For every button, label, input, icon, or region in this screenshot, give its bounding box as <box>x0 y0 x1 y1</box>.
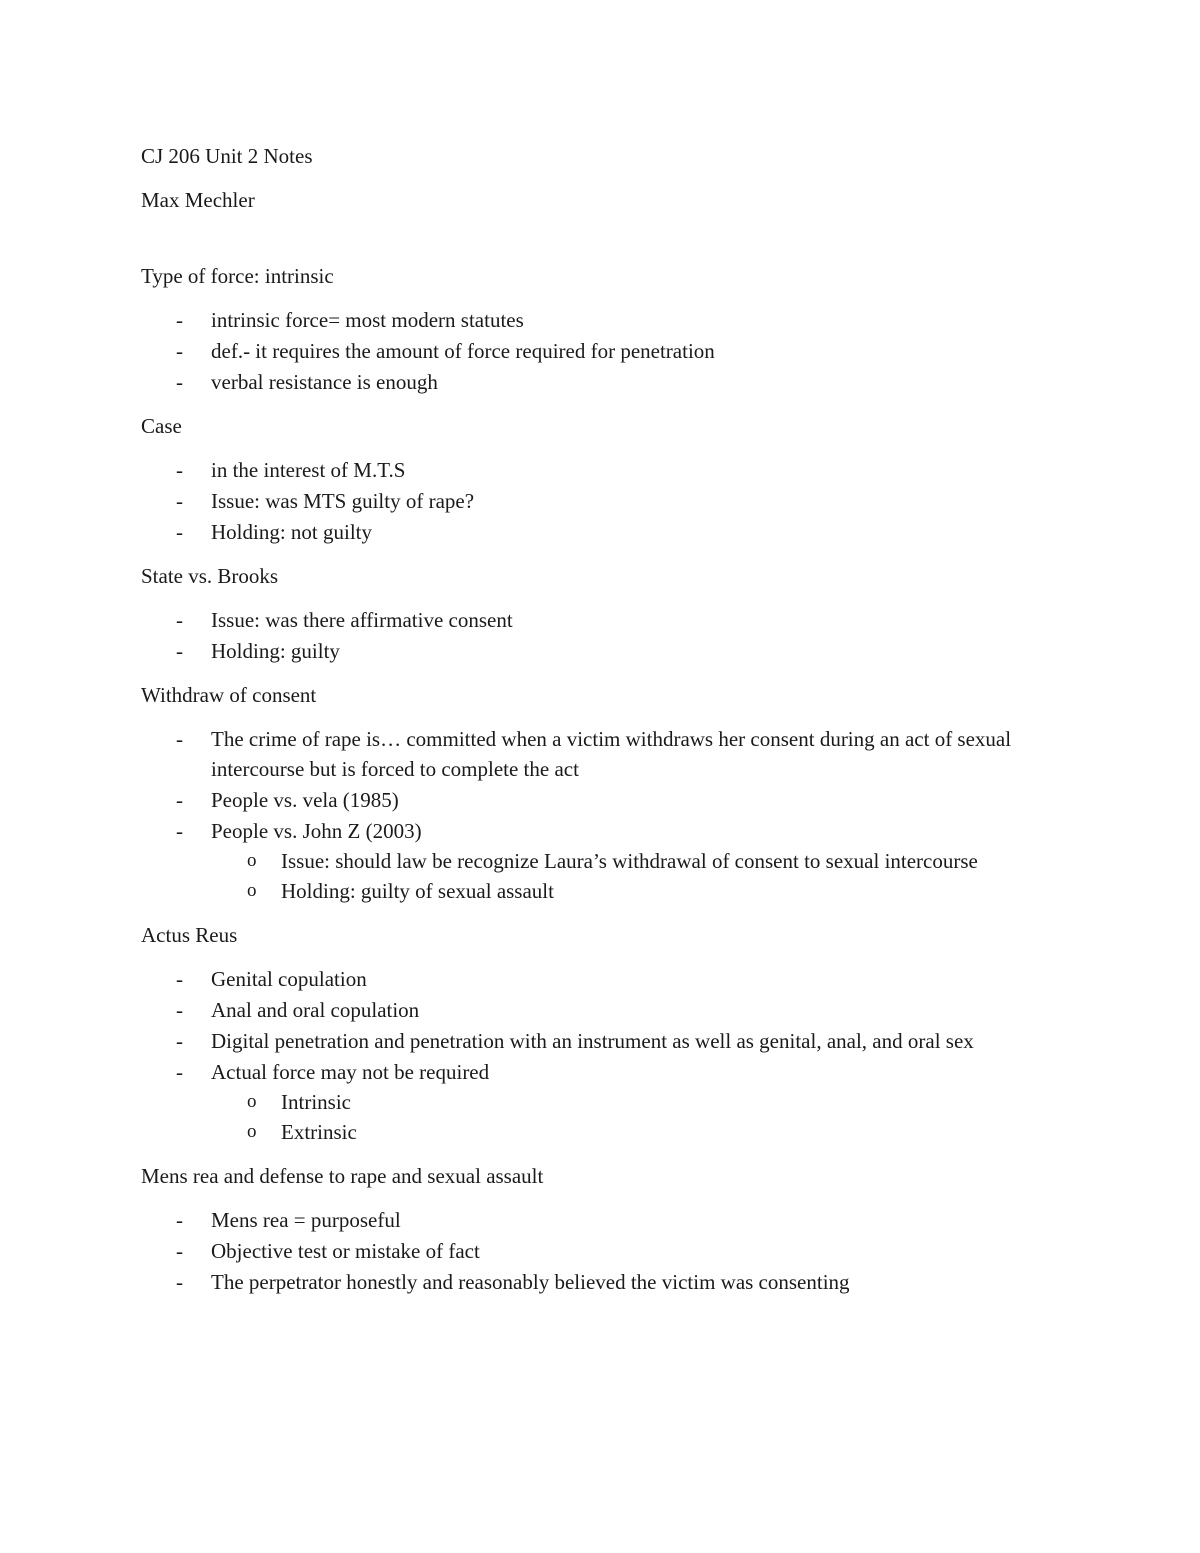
document-page <box>141 141 1061 1311</box>
list-item <box>141 367 1061 397</box>
list-item <box>141 1026 1061 1056</box>
circle-bullet: o <box>247 1121 257 1142</box>
list-item-text: People vs. vela (1985) <box>211 788 399 812</box>
spacer <box>141 215 1061 261</box>
list-item-text: verbal resistance is enough <box>211 370 438 394</box>
list-item <box>141 305 1061 335</box>
list-item <box>141 1267 1061 1297</box>
sub-list-item <box>211 846 1061 876</box>
list-item-text: The crime of rape is… committed when a victim withdraws her consent during an act of sexual intercourse but is forced to complete the act <box>211 727 1012 781</box>
sub-bullet-list <box>211 1087 1061 1147</box>
section-heading: Case <box>141 414 182 438</box>
section-heading: Withdraw of consent <box>141 683 317 707</box>
list-item-text: Actual force may not be required <box>211 1060 490 1084</box>
bullet-list <box>141 964 1061 1147</box>
list-item-text: Anal and oral copulation <box>211 998 420 1022</box>
list-item <box>141 964 1061 994</box>
list-item <box>141 1057 1061 1147</box>
bullet-list <box>141 305 1061 397</box>
list-item <box>141 785 1061 815</box>
list-item <box>141 636 1061 666</box>
bullet-list <box>141 605 1061 666</box>
dash-bullet: - <box>176 1060 183 1084</box>
section-heading: State vs. Brooks <box>141 564 279 588</box>
notes-body <box>141 261 1061 1297</box>
section-heading: Actus Reus <box>141 923 238 947</box>
list-item-text: def.- it requires the amount of force required for penetration <box>211 339 715 363</box>
section-heading: Type of force: intrinsic <box>141 264 334 288</box>
sub-list-item-text: Issue: should law be recognize Laura’s withdrawal of consent to sexual intercourse <box>281 849 978 873</box>
list-item <box>141 336 1061 366</box>
list-item-text: Issue: was MTS guilty of rape? <box>211 489 475 513</box>
circle-bullet: o <box>247 1091 257 1112</box>
sub-list-item-text: Holding: guilty of sexual assault <box>281 879 554 903</box>
dash-bullet: - <box>176 370 183 394</box>
dash-bullet: - <box>176 608 183 632</box>
dash-bullet: - <box>176 520 183 544</box>
dash-bullet: - <box>176 1029 183 1053</box>
bullet-list <box>141 455 1061 547</box>
list-item-text: Holding: guilty <box>211 639 340 663</box>
sub-list-item <box>211 1087 1061 1117</box>
list-item <box>141 605 1061 635</box>
dash-bullet: - <box>176 308 183 332</box>
dash-bullet: - <box>176 489 183 513</box>
dash-bullet: - <box>176 1270 183 1294</box>
list-item-text: People vs. John Z (2003) <box>211 819 422 843</box>
sub-list-item <box>211 1117 1061 1147</box>
circle-bullet: o <box>247 850 257 871</box>
list-item <box>141 724 1061 784</box>
list-item <box>141 1236 1061 1266</box>
dash-bullet: - <box>176 639 183 663</box>
circle-bullet: o <box>247 880 257 901</box>
list-item <box>141 517 1061 547</box>
list-item <box>141 455 1061 485</box>
list-item <box>141 995 1061 1025</box>
sub-list-item-text: Intrinsic <box>281 1090 351 1114</box>
dash-bullet: - <box>176 1208 183 1232</box>
list-item-text: Holding: not guilty <box>211 520 373 544</box>
list-item-text: Digital penetration and penetration with an instrument as well as genital, anal, and oral sex <box>211 1029 974 1053</box>
author-name: Max Mechler <box>141 188 255 212</box>
bullet-list <box>141 724 1061 906</box>
list-item-text: in the interest of M.T.S <box>211 458 406 482</box>
list-item-text: The perpetrator honestly and reasonably believed the victim was consenting <box>211 1270 850 1294</box>
list-item-text: intrinsic force= most modern statutes <box>211 308 524 332</box>
dash-bullet: - <box>176 727 183 751</box>
list-item <box>141 1205 1061 1235</box>
dash-bullet: - <box>176 788 183 812</box>
section-heading: Mens rea and defense to rape and sexual assault <box>141 1164 544 1188</box>
document-title: CJ 206 Unit 2 Notes <box>141 144 313 168</box>
list-item-text: Mens rea = purposeful <box>211 1208 401 1232</box>
dash-bullet: - <box>176 967 183 991</box>
list-item-text: Issue: was there affirmative consent <box>211 608 513 632</box>
list-item <box>141 816 1061 906</box>
dash-bullet: - <box>176 458 183 482</box>
dash-bullet: - <box>176 339 183 363</box>
dash-bullet: - <box>176 1239 183 1263</box>
sub-list-item-text: Extrinsic <box>281 1120 357 1144</box>
sub-list-item <box>211 876 1061 906</box>
list-item-text: Objective test or mistake of fact <box>211 1239 480 1263</box>
dash-bullet: - <box>176 819 183 843</box>
sub-bullet-list <box>211 846 1061 906</box>
bullet-list <box>141 1205 1061 1297</box>
list-item <box>141 486 1061 516</box>
list-item-text: Genital copulation <box>211 967 367 991</box>
dash-bullet: - <box>176 998 183 1022</box>
